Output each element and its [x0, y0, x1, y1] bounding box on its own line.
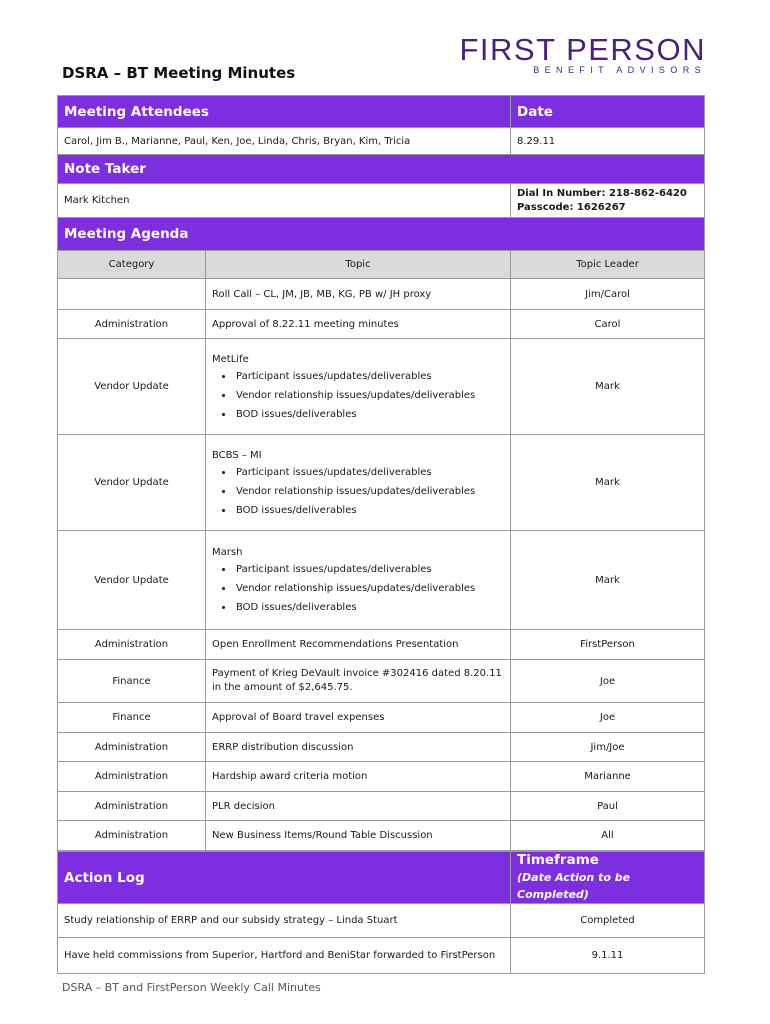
row-leader: Joe [511, 703, 705, 733]
row-category: Vendor Update [58, 435, 206, 531]
table-row [58, 762, 705, 792]
row-topic: Payment of Krieg DeVault invoice #302416 dated 8.20.11 in the amount of $2,645.75. [206, 660, 511, 703]
list-item: • BOD issues/deliverables [234, 602, 504, 613]
row-category: Administration [58, 762, 206, 792]
list-item: • Vendor relationship issues/updates/deliverables [234, 486, 504, 497]
list-item: • Participant issues/updates/deliverables [234, 467, 504, 478]
table-row [58, 531, 705, 630]
page-footer: DSRA – BT and FirstPerson Weekly Call Minutes [62, 981, 321, 994]
topic-bullets [212, 564, 504, 613]
row-topic: ERRP distribution discussion [206, 733, 511, 762]
row-leader: Paul [511, 792, 705, 821]
row-topic [206, 339, 511, 435]
row-leader: Joe [511, 660, 705, 703]
meeting-info-table [57, 95, 705, 218]
leader-column-header: Topic Leader [511, 251, 705, 279]
row-topic [206, 531, 511, 630]
row-topic: New Business Items/Round Table Discussion [206, 821, 511, 851]
table-row [58, 279, 705, 310]
table-row [58, 339, 705, 435]
topic-column-header: Topic [206, 251, 511, 279]
row-category [58, 279, 206, 310]
row-leader: Mark [511, 435, 705, 531]
meeting-date: 8.29.11 [511, 128, 705, 155]
row-leader: Carol [511, 310, 705, 339]
note-taker-name: Mark Kitchen [58, 184, 511, 218]
logo-tagline: BENEFIT ADVISORS [533, 65, 706, 75]
row-category: Administration [58, 310, 206, 339]
dial-in-number: Dial In Number: 218-862-6420 [517, 187, 687, 199]
table-row [58, 435, 705, 531]
row-leader: All [511, 821, 705, 851]
table-row [58, 310, 705, 339]
table-row [58, 703, 705, 733]
logo-wordmark: FIRST PERSON [459, 32, 706, 67]
row-leader: Jim/Carol [511, 279, 705, 310]
row-topic: Roll Call – CL, JM, JB, MB, KG, PB w/ JH proxy [206, 279, 511, 310]
company-logo [408, 34, 706, 75]
attendees-header: Meeting Attendees [58, 96, 511, 128]
topic-vendor-name: MetLife [212, 353, 249, 365]
row-category: Administration [58, 821, 206, 851]
timeframe-label: Timeframe [517, 852, 599, 868]
agenda-table [57, 217, 705, 851]
note-taker-header: Note Taker [58, 155, 705, 184]
action-item: Have held commissions from Superior, Hartford and BeniStar forwarded to FirstPerson [58, 938, 511, 974]
dial-in-info [511, 184, 705, 218]
list-item: • BOD issues/deliverables [234, 505, 504, 516]
row-leader: Mark [511, 531, 705, 630]
agenda-header: Meeting Agenda [58, 218, 705, 251]
list-item: • Participant issues/updates/deliverables [234, 564, 504, 575]
row-category: Vendor Update [58, 531, 206, 630]
row-category: Vendor Update [58, 339, 206, 435]
topic-vendor-name: Marsh [212, 547, 243, 558]
action-log-table [57, 851, 705, 974]
category-column-header: Category [58, 251, 206, 279]
action-log-header: Action Log [58, 852, 511, 904]
row-category: Administration [58, 792, 206, 821]
passcode: Passcode: 1626267 [517, 201, 626, 213]
document-title: DSRA – BT Meeting Minutes [62, 64, 296, 82]
topic-bullets [212, 371, 504, 420]
attendees-names: Carol, Jim B., Marianne, Paul, Ken, Joe, Linda, Chris, Bryan, Kim, Tricia [58, 128, 511, 155]
action-timeframe: Completed [511, 904, 705, 938]
list-item: • Participant issues/updates/deliverables [234, 371, 504, 382]
row-leader: Jim/Joe [511, 733, 705, 762]
list-item: • BOD issues/deliverables [234, 409, 504, 420]
timeframe-header [511, 852, 705, 904]
table-row [58, 904, 705, 938]
table-row [58, 733, 705, 762]
row-topic: PLR decision [206, 792, 511, 821]
table-row [58, 660, 705, 703]
action-item: Study relationship of ERRP and our subsidy strategy – Linda Stuart [58, 904, 511, 938]
row-leader: FirstPerson [511, 630, 705, 660]
date-header: Date [511, 96, 705, 128]
topic-bullets [212, 467, 504, 516]
row-leader: Mark [511, 339, 705, 435]
row-topic: Approval of Board travel expenses [206, 703, 511, 733]
row-category: Administration [58, 733, 206, 762]
row-topic: Hardship award criteria motion [206, 762, 511, 792]
row-category: Finance [58, 703, 206, 733]
row-topic: Approval of 8.22.11 meeting minutes [206, 310, 511, 339]
row-topic: Open Enrollment Recommendations Presentation [206, 630, 511, 660]
row-category: Finance [58, 660, 206, 703]
table-row [58, 792, 705, 821]
row-category: Administration [58, 630, 206, 660]
row-leader: Marianne [511, 762, 705, 792]
row-topic [206, 435, 511, 531]
action-timeframe: 9.1.11 [511, 938, 705, 974]
list-item: • Vendor relationship issues/updates/deliverables [234, 390, 504, 401]
list-item: • Vendor relationship issues/updates/deliverables [234, 583, 504, 594]
table-row [58, 630, 705, 660]
table-row [58, 821, 705, 851]
table-row [58, 938, 705, 974]
topic-vendor-name: BCBS – MI [212, 449, 262, 461]
timeframe-sublabel: (Date Action to be Completed) [517, 871, 631, 901]
